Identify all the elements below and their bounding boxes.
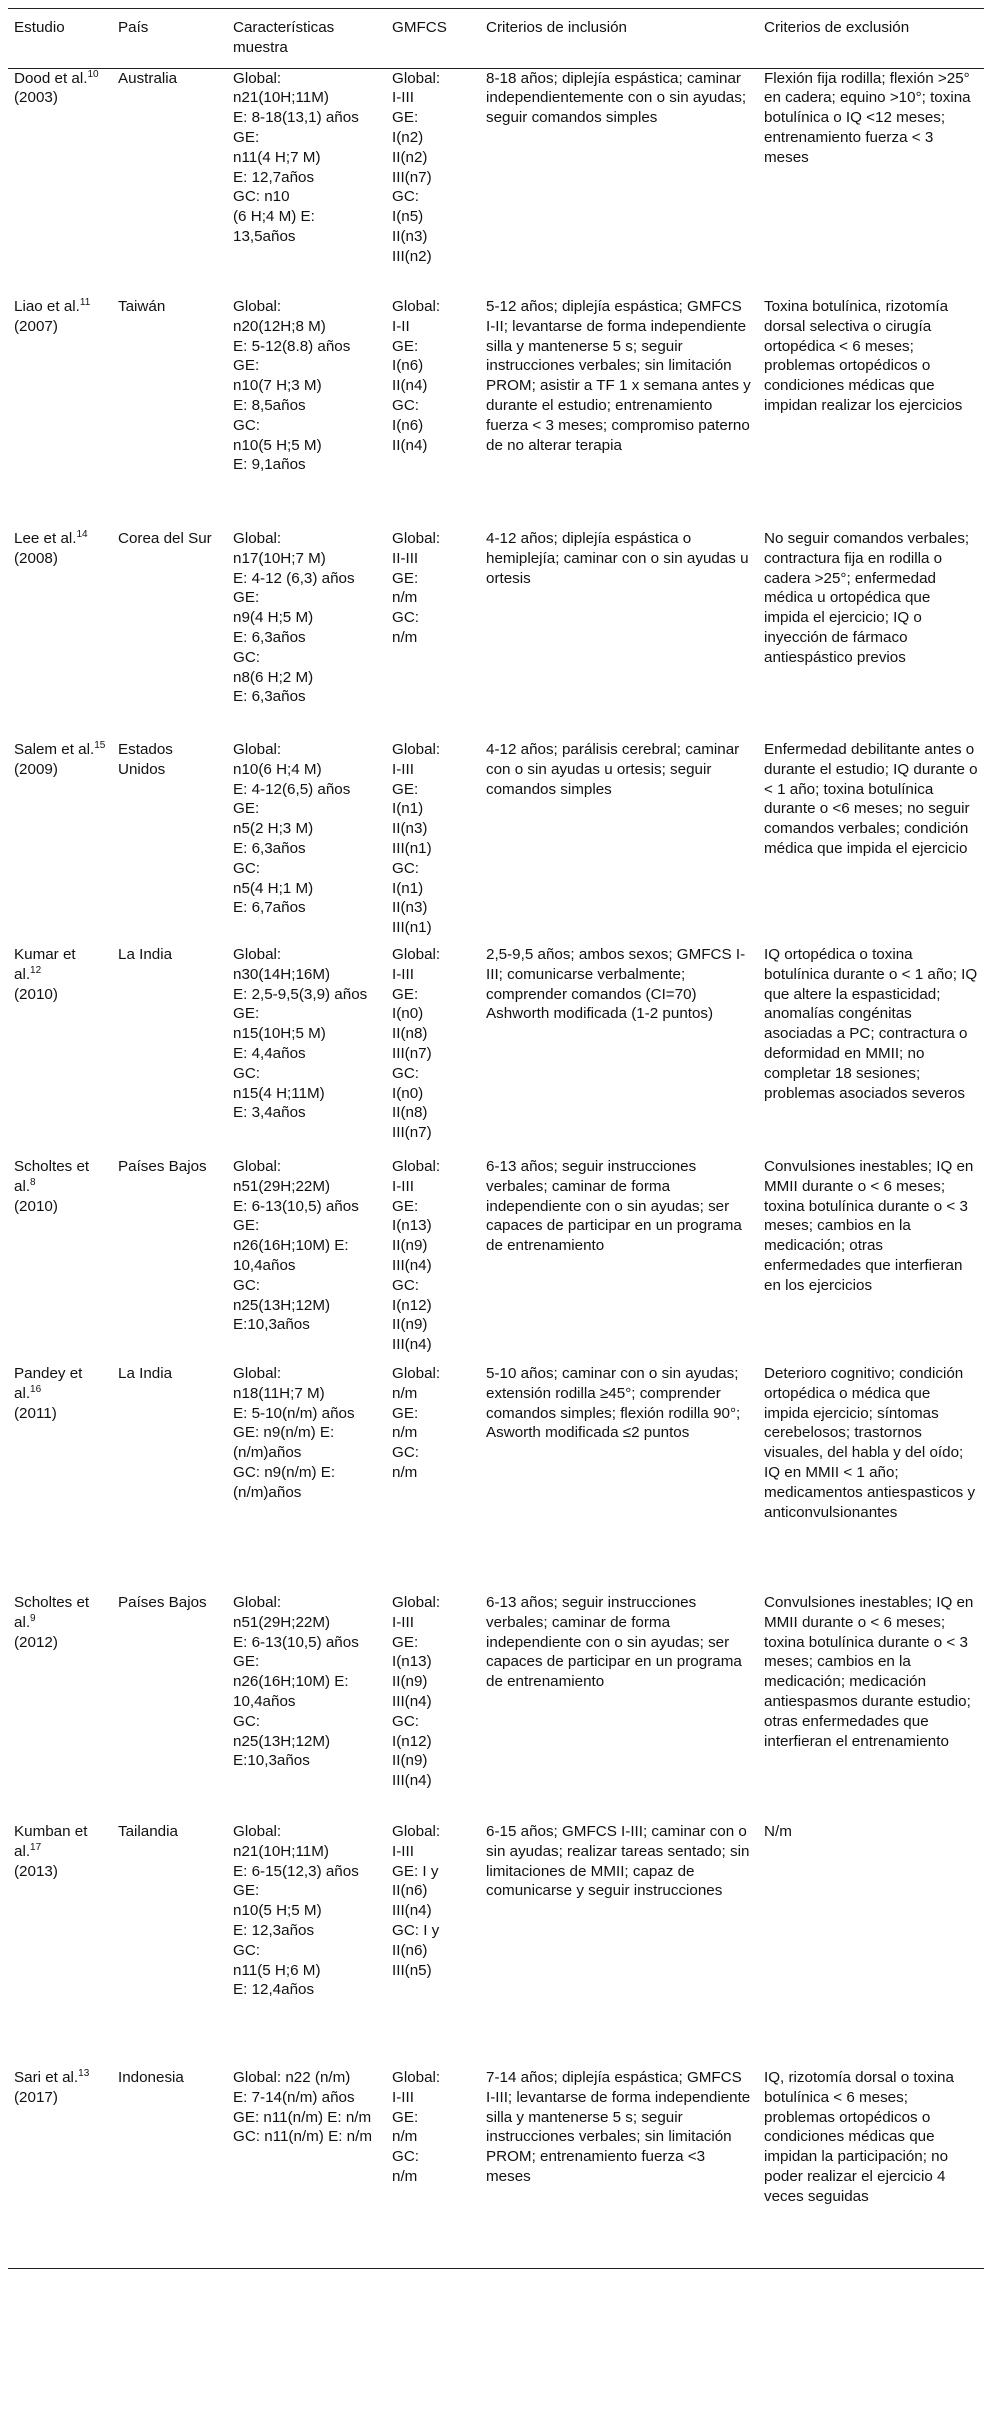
study-year: (2017) — [14, 2088, 58, 2106]
study-name: Kumban et al. — [14, 1823, 88, 1860]
table-row — [8, 1593, 984, 1822]
sample-cell: Global: n30(14H;16M) E: 2,5-9,5(3,9) años GE: n15(10H;5 M) E: 4,4años GC: n15(4 H;11M) E: 3,4años — [233, 946, 368, 1122]
gmfcs-cell: Global: II-III GE: n/m GC: n/m — [392, 530, 441, 647]
exclusion-cell: IQ ortopédica o toxina botulínica durante o < 1 año; IQ que altere la espasticidad; anomalías congénitas asociadas a PC; contractura o deformidad en MMII; no completar 18 sesiones; problemas asociados severos — [764, 946, 978, 1102]
country-cell: Taiwán — [118, 298, 166, 316]
study-name: Kumar et al. — [14, 946, 76, 983]
table-row — [8, 1822, 984, 2068]
inclusion-cell: 2,5-9,5 años; ambos sexos; GMFCS I-III; comunicarse verbalmente; comprender comandos (CI=70) Ashworth modificada (1-2 puntos) — [486, 946, 746, 1023]
reference-number: 17 — [30, 1841, 42, 1853]
sample-cell: Global: n18(11H;7 M) E: 5-10(n/m) años GE: n9(n/m) E: (n/m)años GC: n9(n/m) E: (n/m)años — [233, 1365, 355, 1501]
study-name: Salem et al. — [14, 741, 95, 759]
table-row — [8, 68, 984, 297]
sample-cell: Global: n20(12H;8 M) E: 5-12(8.8) años GE: n10(7 H;3 M) E: 8,5años GC: n10(5 H;5 M) E: 9,1años — [233, 298, 351, 474]
exclusion-cell: Enfermedad debilitante antes o durante el estudio; IQ durante o < 1 año; toxina botulínica durante o <6 meses; no seguir comandos verbales; condición médica que impida el ejercicio — [764, 741, 978, 858]
country-cell: La India — [118, 946, 173, 964]
study-year: (2013) — [14, 1862, 58, 1880]
table-body — [8, 68, 984, 2268]
header-pais: País — [112, 9, 227, 69]
gmfcs-cell: Global: I-III GE: n/m GC: n/m — [386, 2068, 480, 2268]
sample-cell: Global: n51(29H;22M) E: 6-13(10,5) años GE: n26(16H;10M) E: 10,4años GC: n25(13H;12M) E:10,3años — [233, 1158, 359, 1334]
header-criterios-exclusion: Criterios de exclusión — [758, 9, 984, 69]
header-row — [8, 9, 984, 69]
sample-cell: Global: n21(10H;11M) E: 8-18(13,1) años GE: n11(4 H;7 M) E: 12,7años GC: n10 (6 H;4 M) E: 13,5años — [233, 69, 359, 245]
inclusion-cell: 6-15 años; GMFCS I-III; caminar con o sin ayudas; realizar tareas sentado; sin limitaciones de MMII; capaz de comunicarse y seguir instrucciones — [486, 1823, 750, 1900]
inclusion-cell: 5-10 años; caminar con o sin ayudas; extensión rodilla ≥45°; comprender comandos simples; flexión rodilla 90°; Asworth modificada ≤2 puntos — [486, 1365, 741, 1442]
table-row — [8, 945, 984, 1157]
study-cell — [8, 945, 112, 1157]
sample-cell: Global: n10(6 H;4 M) E: 4-12(6,5) años GE: n5(2 H;3 M) E: 6,3años GC: n5(4 H;1 M) E: 6,7años — [233, 741, 351, 917]
header-caracteristicas-muestra: Características muestra — [227, 9, 386, 69]
header-criterios-inclusion: Criterios de inclusión — [480, 9, 758, 69]
sample-cell: Global: n51(29H;22M) E: 6-13(10,5) años GE: n26(16H;10M) E: 10,4años GC: n25(13H;12M) E:10,3años — [233, 1594, 359, 1770]
inclusion-cell: 7-14 años; diplejía espástica; GMFCS I-III; levantarse de forma independiente silla y mantenerse 5 s; seguir instrucciones verbales; sin limitación PROM; entrenamiento fuerza <3 meses — [480, 2068, 758, 2268]
reference-number: 10 — [87, 68, 99, 80]
country-cell: Indonesia — [112, 2068, 227, 2268]
country-cell: Países Bajos — [118, 1594, 207, 1612]
exclusion-cell: Deterioro cognitivo; condición ortopédica o médica que impida ejercicio; síntomas cerebelosos; trastornos visuales, del habla y del oído; IQ en MMII < 1 año; medicamentos antiespasticos y anticonvulsionantes — [764, 1365, 976, 1521]
gmfcs-cell: Global: I-III GE: I(n0) II(n8) III(n7) GC: I(n0) II(n8) III(n7) — [392, 946, 441, 1142]
study-name: Scholtes et al. — [14, 1594, 90, 1631]
reference-number: 12 — [30, 964, 42, 976]
country-cell: Tailandia — [118, 1823, 178, 1841]
study-name: Liao et al. — [14, 298, 80, 316]
inclusion-cell: 6-13 años; seguir instrucciones verbales; caminar de forma independiente con o sin ayudas; ser capaces de participar en un programa de entrenamiento — [486, 1594, 742, 1691]
study-cell — [8, 1157, 112, 1364]
study-cell — [8, 1364, 112, 1593]
study-name: Scholtes et al. — [14, 1158, 90, 1195]
study-cell — [8, 1822, 112, 2068]
country-cell: Corea del Sur — [118, 530, 212, 548]
study-year: (2010) — [14, 985, 58, 1003]
study-name: Dood et al. — [14, 69, 88, 87]
table-row — [8, 529, 984, 740]
exclusion-cell: Convulsiones inestables; IQ en MMII durante o < 6 meses; toxina botulínica durante o < 3 meses; cambios en la medicación; medicación antiespasmos durante estudio; otras enfermedades que interfieran el entrenamiento — [764, 1594, 974, 1750]
study-name: Lee et al. — [14, 530, 77, 548]
study-year: (2012) — [14, 1633, 58, 1651]
country-cell: Australia — [118, 69, 178, 87]
study-cell — [8, 740, 112, 945]
table-row — [8, 297, 984, 529]
gmfcs-cell: Global: I-II GE: I(n6) II(n4) GC: I(n6) II(n4) — [392, 298, 441, 454]
reference-number: 14 — [76, 529, 88, 541]
sample-cell: Global: n17(10H;7 M) E: 4-12 (6,3) años GE: n9(4 H;5 M) E: 6,3años GC: n8(6 H;2 M) E: 6,3años — [233, 530, 355, 706]
exclusion-cell: IQ, rizotomía dorsal o toxina botulínica < 6 meses; problemas ortopédicos o condiciones médicas que impidan la participación; no poder realizar el ejercicio 4 veces seguidas — [758, 2068, 984, 2268]
study-cell — [8, 1593, 112, 1822]
country-cell: Estados Unidos — [118, 741, 173, 778]
exclusion-cell: Toxina botulínica, rizotomía dorsal selectiva o cirugía ortopédica < 6 meses; problemas ortopédicos o condiciones médicas que impidan realizar los ejercicios — [764, 298, 963, 415]
inclusion-cell: 4-12 años; parálisis cerebral; caminar con o sin ayudas u ortesis; seguir comandos simples — [486, 741, 740, 798]
gmfcs-cell: Global: I-III GE: I(n2) II(n2) III(n7) GC: I(n5) II(n3) III(n2) — [392, 69, 441, 265]
gmfcs-cell: Global: n/m GE: n/m GC: n/m — [392, 1365, 441, 1482]
table-row — [8, 740, 984, 945]
gmfcs-cell: Global: I-III GE: I(n1) II(n3) III(n1) GC: I(n1) II(n3) III(n1) — [392, 741, 441, 937]
study-cell — [8, 529, 112, 740]
reference-number: 9 — [30, 1612, 36, 1624]
study-year: (2010) — [14, 1197, 58, 1215]
study-year: (2011) — [14, 1404, 57, 1422]
inclusion-cell: 5-12 años; diplejía espástica; GMFCS I-II; levantarse de forma independiente silla y mantenerse 5 s; seguir instrucciones verbales; sin limitación PROM; asistir a TF 1 x semana antes y durante el estudio; entrenamiento fuerza < 3 meses; compromiso paterno de no alterar terapia — [486, 298, 751, 454]
inclusion-cell: 8-18 años; diplejía espástica; caminar independientemente con o sin ayudas; seguir comandos simples — [486, 69, 747, 127]
studies-table — [8, 8, 984, 2269]
inclusion-cell: 4-12 años; diplejía espástica o hemiplejía; caminar con o sin ayudas u ortesis — [486, 530, 749, 587]
table-row — [8, 1157, 984, 1364]
table-row — [8, 1364, 984, 1593]
table-header — [8, 9, 984, 69]
exclusion-cell: Convulsiones inestables; IQ en MMII durante o < 6 meses; toxina botulínica durante o < 3 meses; cambios en la medicación; otras enfermedades que interfieran en los ejercicios — [764, 1158, 974, 1294]
gmfcs-cell: Global: I-III GE: I(n13) II(n9) III(n4) GC: I(n12) II(n9) III(n4) — [392, 1594, 441, 1790]
exclusion-cell: Flexión fija rodilla; flexión >25° en cadera; equino >10°; toxina botulínica o IQ <12 meses; entrenamiento fuerza < 3 meses — [764, 69, 971, 166]
header-estudio: Estudio — [8, 9, 112, 69]
study-year: (2008) — [14, 549, 58, 567]
gmfcs-cell: Global: I-III GE: I(n13) II(n9) III(n4) GC: I(n12) II(n9) III(n4) — [392, 1158, 441, 1354]
exclusion-cell: No seguir comandos verbales; contractura fija en rodilla o cadera >25°; enfermedad médica u ortopédica que impida el ejercicio; IQ o inyección de fármaco antiespástico previos — [764, 530, 970, 666]
study-name: Sari et al. — [14, 2069, 79, 2087]
inclusion-cell: 6-13 años; seguir instrucciones verbales; caminar de forma independiente con o sin ayudas; ser capaces de participar en un programa de entrenamiento — [486, 1158, 742, 1255]
reference-number: 16 — [30, 1383, 42, 1395]
country-cell: Países Bajos — [118, 1158, 207, 1176]
study-name: Pandey et al. — [14, 1365, 83, 1402]
sample-cell: Global: n21(10H;11M) E: 6-15(12,3) años GE: n10(5 H;5 M) E: 12,3años GC: n11(5 H;6 M) E: 12,4años — [233, 1823, 359, 1999]
reference-number: 8 — [30, 1176, 36, 1188]
study-cell — [8, 2068, 112, 2268]
sample-cell: Global: n22 (n/m) E: 7-14(n/m) años GE: n11(n/m) E: n/m GC: n11(n/m) E: n/m — [227, 2068, 386, 2268]
study-year: (2007) — [14, 317, 58, 335]
header-gmfcs: GMFCS — [386, 9, 480, 69]
reference-number: 15 — [94, 740, 106, 752]
study-cell — [8, 297, 112, 529]
gmfcs-cell: Global: I-III GE: I y II(n6) III(n4) GC: I y II(n6) III(n5) — [392, 1823, 441, 1979]
exclusion-cell: N/m — [764, 1823, 792, 1841]
study-year: (2009) — [14, 760, 58, 778]
reference-number: 13 — [78, 2068, 90, 2080]
table-row — [8, 2068, 984, 2268]
study-year: (2003) — [14, 89, 58, 107]
reference-number: 11 — [79, 297, 91, 309]
study-cell — [8, 68, 112, 297]
country-cell: La India — [118, 1365, 173, 1383]
